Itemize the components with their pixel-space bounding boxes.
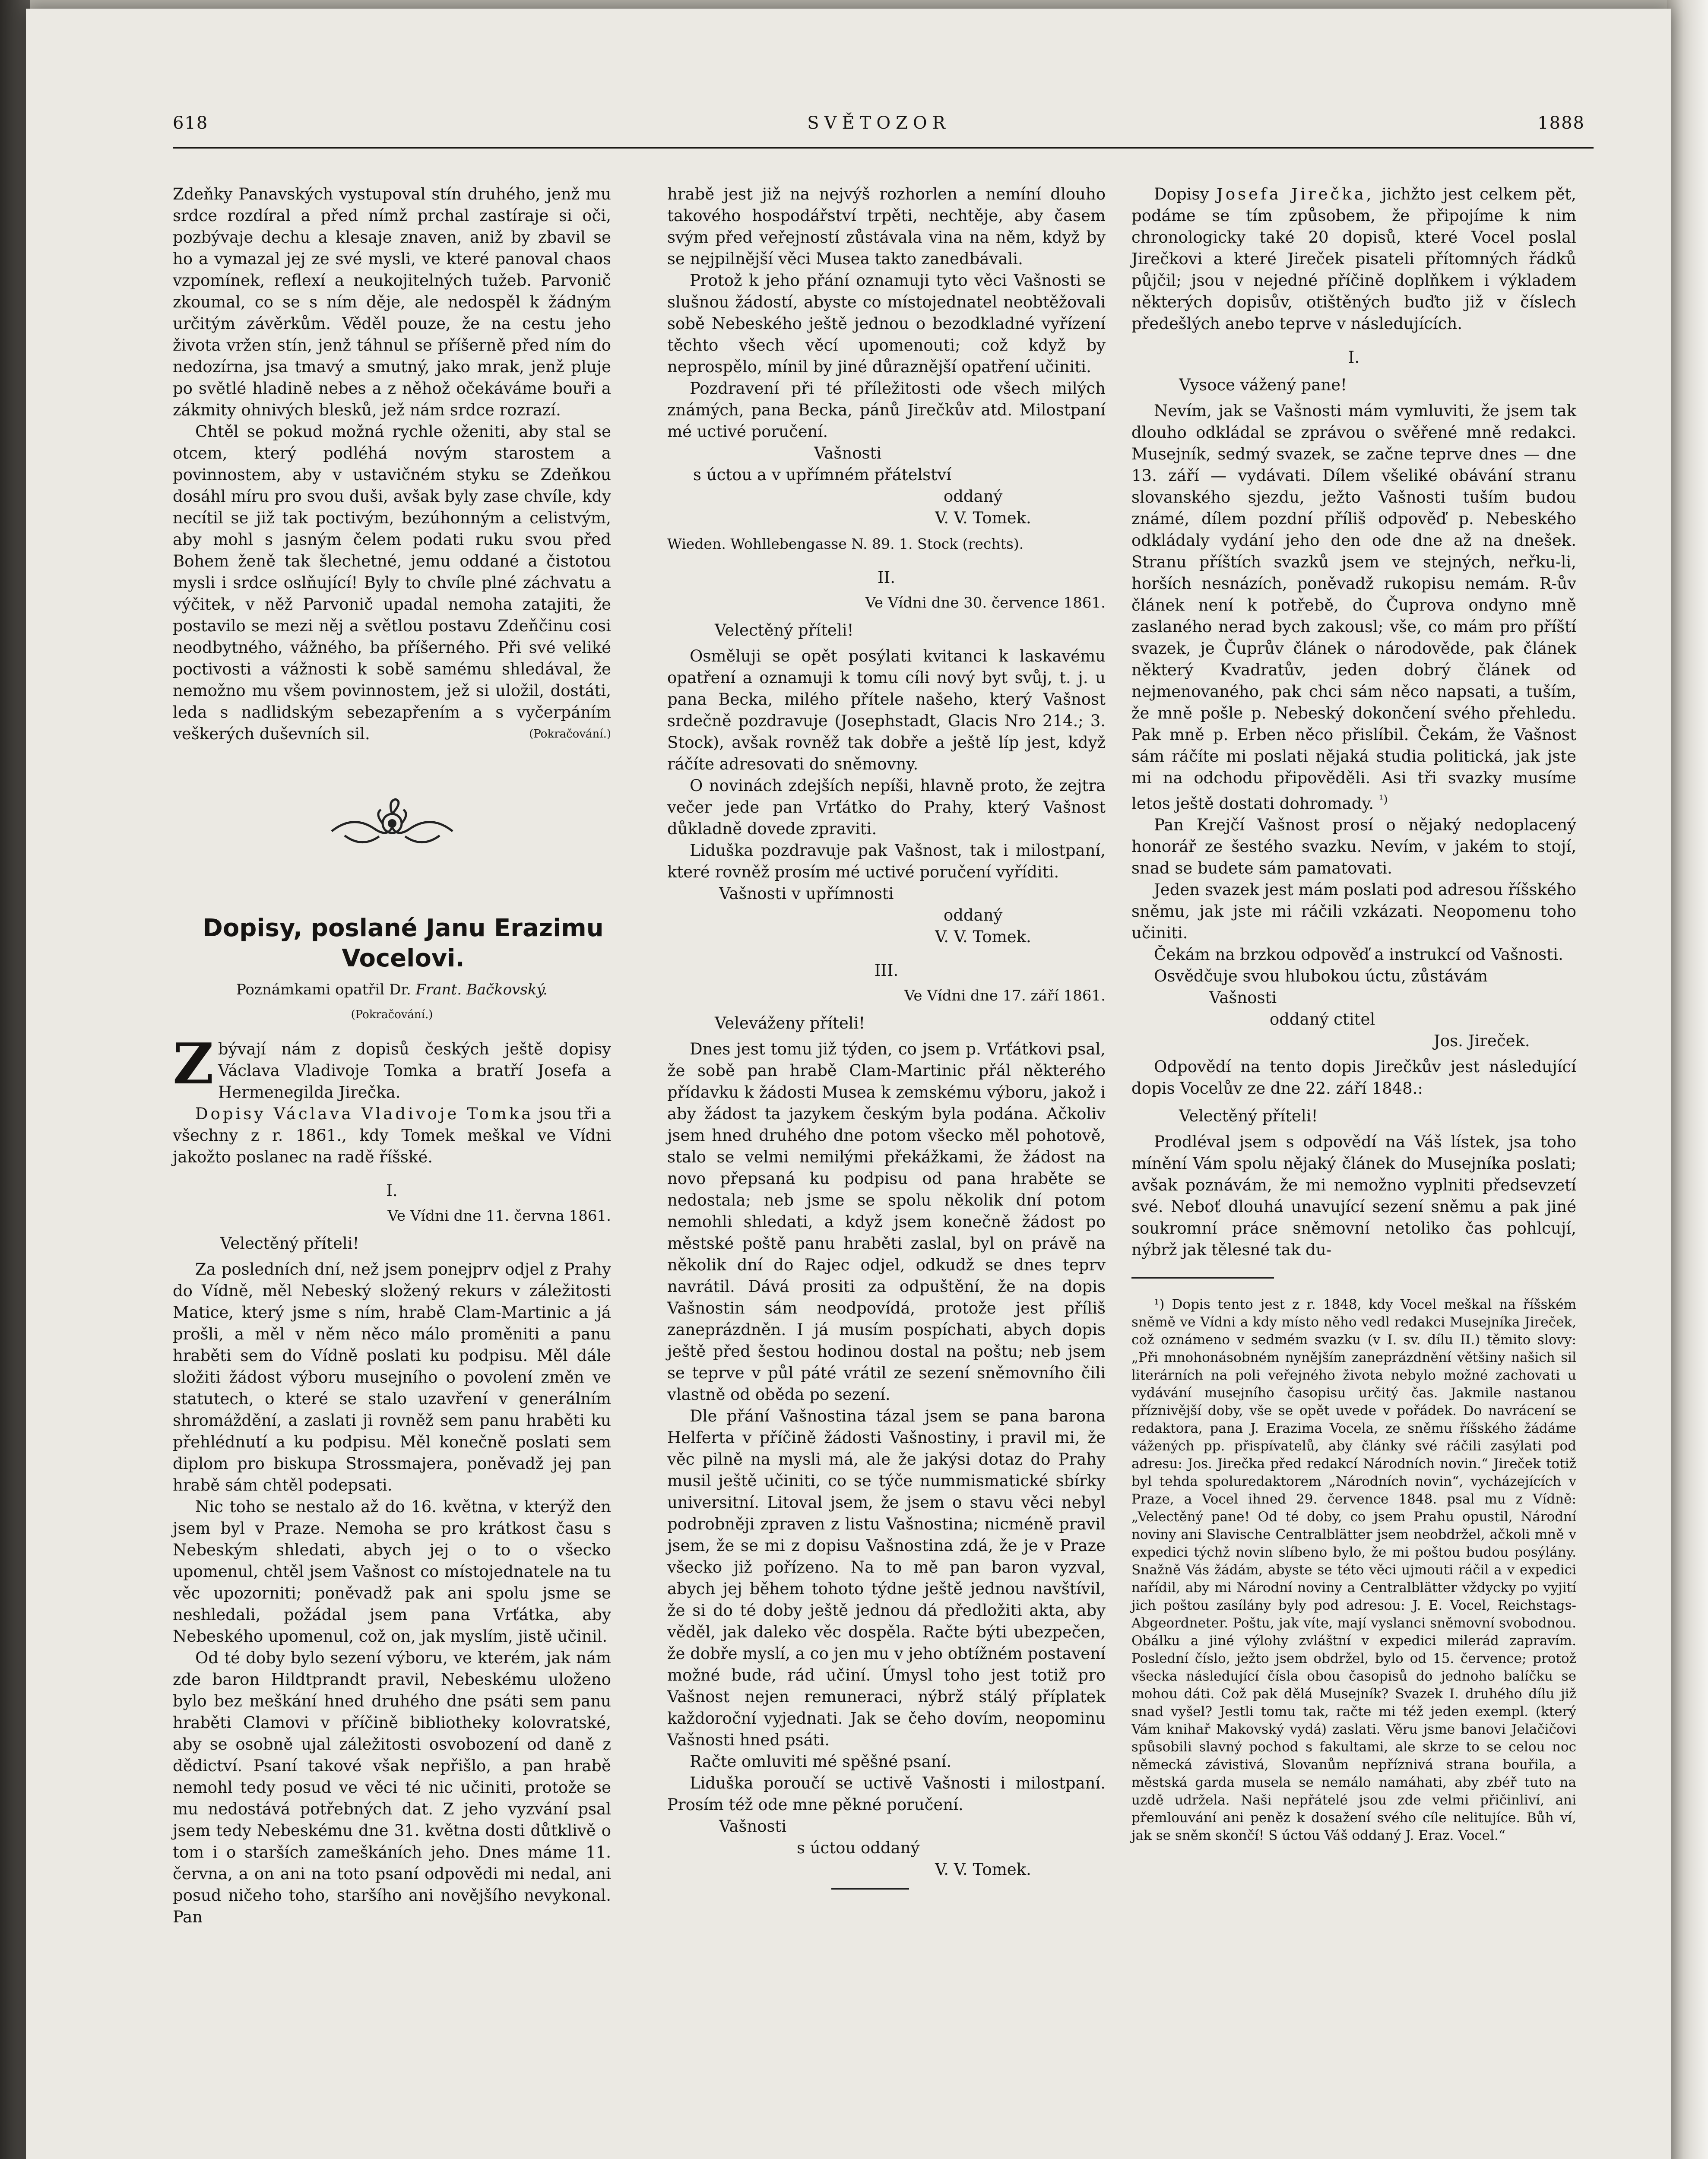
signature-line: Vašnosti [1209,988,1277,1007]
emphasized-name: Dopisy Václava Vladivoje Tomka [195,1105,534,1123]
paragraph [173,421,611,745]
signature-name: V. V. Tomek. [935,1860,1031,1879]
paragraph: Jeden svazek jest mám poslati pod adresou říšského sněmu, jak jste mi ráčili vzkázati. Neopomenu toho učiniti. [1131,880,1576,943]
paragraph: Osvědčuje svou hlubokou úctu, zůstávám [1154,967,1488,986]
article-title: Dopisy, poslané Janu Erazimu [203,914,604,942]
paragraph: Nic toho se nestalo až do 16. května, v kterýž den jsem byl v Praze. Nemoha se pro krátkost času s Nebeským shledati, abych jej o to o všecko upomenul, chtěl jsem Vašnost co místojednatele na tu věc upozorniti; poněvadž pak ani spolu jsme se neshledali, požádal jsem pana Vrťátka, aby Nebeského upomenul, což on, jak myslím, jistě učinil. [173,1497,611,1646]
end-rule [831,1888,909,1890]
header-rule [173,147,1594,149]
address-line: Wieden. Wohllebengasse N. 89. 1. Stock (rechts). [667,535,1024,552]
footnote-rule [1131,1277,1274,1279]
continued-tag: (Pokračování.) [529,728,611,741]
paragraph: Osměluji se opět posýlati kvitanci k laskavému opatření a oznamuji k tomu cíli nový byt svůj, t. j. u pana Becka, milého přítele našeho, který Vašnost srdečně pozdravuje (Josephstadt, Glacis Nro 214.; 3. Stock), avšak rovněž tak dobře a ještě líp jest, když ráčíte adresovati do sněmovny. [667,647,1106,773]
letter-number: I. [386,1181,398,1200]
paragraph-text: Nevím, jak se Vašnosti mám vymluviti, že jsem tak dlouho odkládal se zprávou o svěřené mně redakci. Musejník, sedmý svazek, se začne teprve dnes — dne 13. září — vydávati. Dílem všeliké obávání stranu slovanského sjezdu, ježto Vašnosti tuším budou známé, dílem pozdní příliš odpověď p. Nebeského odkládaly vydání jeho den ode dne až na dnešek. Stranu příštích svazků jsem ve stejných, neřku-li, horších nesnázích, poněvadž rukopisu nemám. R-ův článek není k potřebě, do Čuprova ondyno mně zaslaného nerad bych zakousl; vše, co mám pro příští svazek, je Čuprův článek o národověde, pak článek některý Kvadratův, jeden dobrý článek od nejmenovaného, pak chci sám něco napsati, a tuším, že mně pošle p. Nebeský dokončení svého přehledu. Pak mně p. Erben něco přislíbil. Čekám, že Vašnost sám ráčíte mi poslati nějaká studia politická, jak jste mi na odchodu připověděli. Asi tři svazky musíme letos ještě dostati dohromady. [1131,402,1576,813]
paragraph-text: Chtěl se pokud možná rychle oženiti, aby stal se otcem, který podléhá novým starostem a povinnostem, aby v ustavičném styku se Zdeňkou dosáhl míru pro svou duši, avšak byly zase chvíle, kdy necítil se již tak poctivým, bezúhonným a celistvým, aby mohl s jasným čelem podati ruku svou před Bohem ženě tak šlechetné, jemu oddané a čistotou mysli i srdce oslňující! Byly to chvíle plné záchvatu a výčitek, v něž Parvonič upadal nemoha zatajiti, že postavilo se mezi něj a světlou postavu Zdeňčinu cosi neodbytného, vážného, ba příšerného. Při své veliké poctivosti a vážnosti k sobě samému shledával, že nemožno mu všem povinnostem, jež si uložil, dostáti, leda s nadlidským sebezapřením a s vyčerpáním veškerých duševních sil. [173,422,611,743]
continued-tag: (Pokračování.) [351,1008,433,1021]
paragraph: Protož k jeho přání oznamuji tyto věci Vašnosti se slušnou žádostí, abyste co místojednatel neobtěžovali sobě Nebeského ještě jednou o bezodkladné vyřízení těchto všech věcí upomenouti; což když by neprospělo, mínil by jiné důraznější opatření učiniti. [667,271,1106,376]
running-header [173,113,1585,139]
letter-salutation: Velectěný příteli! [1179,1107,1318,1126]
footnote-mark: ¹) [1378,793,1388,806]
column-left [173,184,611,1928]
letter-dateline: Ve Vídni dne 11. června 1861. [387,1207,611,1225]
paragraph [1131,400,1576,814]
signature-line: s úctou oddaný [797,1839,920,1857]
signature-line: Vašnosti v upřímnosti [719,884,894,903]
signature-line: Vašnosti [719,1817,787,1836]
ornament-icon [327,797,457,853]
page-number: 618 [173,113,209,133]
letter-salutation: Vysoce vážený pane! [1179,376,1347,394]
letter-number: III. [874,961,899,980]
paragraph: Liduška pozdravuje pak Vašnost, tak i milostpaní, které rovněž prosím mé uctivé poručení vyříditi. [667,841,1106,881]
letter-salutation: Velectěný příteli! [715,621,854,639]
article-title: Vocelovi. [342,944,465,972]
paragraph: O novinách zdejších nepíši, hlavně proto, že zejtra večer jede pan Vrťátko do Prahy, který Vašnost důkladně dovede zpraviti. [667,776,1106,838]
letter-dateline: Ve Vídni dne 30. července 1861. [865,594,1106,611]
paragraph: Zdeňky Panavských vystupoval stín druhého, jenž mu srdce rozdíral a před nímž prchal zastíraje si oči, pozbývaje dechu a klesaje znaven, aniž by zbavil se ho a vymazal jej ze své mysli, ve které panoval chaos vzpomínek, reflexí a neukojitelných tužeb. Parvonič zkoumal, co se s ním děje, ale nedospěl k žádným určitým závěrkům. Věděl pouze, že na cestu jeho života vržen stín, jenž táhnul se příšerně před ním do nedozírna, jsa tmavý a smutný, jako mrak, jenž pluje po světlé hladině nebes a z něhož očekáváme bouři a zákmity ohnivých blesků, jež nám srdce rozrazí. [173,185,611,419]
paragraph: Čekám na brzkou odpověď a instrukcí od Vašnosti. [1154,945,1563,964]
signature-line: s úctou a v upřímném přátelství [693,465,951,484]
paragraph: Za posledních dní, než jsem ponejprv odjel z Prahy do Vídně, měl Nebeský složený rekurs v záležitosti Matice, který jsme s ním, hrabě Clam-Martinic a já prošli, a měl v něm něco málo proměniti a panu hraběti sem do Vídně poslati ku podpisu. Měl dále složiti žádost výboru musejního o povolení změn ve statutech, o které se stalo uzavření v generálním shromáždění, a zaslati ji rovněž sem panu hraběti ku přehlédnutí a ku podpisu. Měl konečně poslati sem diplom pro biskupa Strossmajera, poněvadž jej pan hrabě sám chtěl podepsati. [173,1260,611,1494]
paragraph: Dnes jest tomu již týden, co jsem p. Vrťátkovi psal, že sobě pan hrabě Clam-Martinic přál některého přídavku k žádosti Musea k zemskému výboru, jakož i aby žádost ta jazykem českým byla podána. Ačkoliv jsem hned druhého dne potom všecko měl pohotově, stalo se velmi nemilými překážkami, že žádost na novo přepsaná ku podpisu od pana hraběte se nedostala; neb jsme se spolu několik dní potom nemohli shledati, a když jsem konečně žádost po městské poště panu hraběti zaslal, byl on právě na několik dní do Rajec odjel, odkudž se dnes teprv navrátil. Dává prositi za odpuštění, že na dopis Vašnostin sám neodpovídá, protože jest příliš zaneprázdněn. I já musím pospíchati, abych dopis ještě před šestou hodinou dostal na poštu; neb jsem se teprve v půl páté vrátil ze sezení sněmovního čili vlastně od oběda po sezení. [667,1040,1106,1404]
paragraph: hrabě jest již na nejvýš rozhorlen a nemíní dlouho takového hospodářství trpěti, nechtěje, aby časem svým před veřejností zůstávala vina na něm, když by se nejpilnější věci Musea takto zanedbávali. [667,185,1106,268]
paragraph: Pozdravení při té příležitosti ode všech milých známých, pana Becka, pánů Jirečkův atd. Milostpaní mé uctivé poručení. [667,379,1106,441]
journal-title: SVĚTOZOR [807,113,951,133]
paragraph: Pan Krejčí Vašnost prosí o nějaký nedoplacený honorář ze šestého svazku. Nevím, v jakém to stojí, snad se budete sám pamatovati. [1131,816,1576,878]
signature-line: oddaný [944,487,1003,506]
byline-author: Frant. Bačkovský. [415,981,548,998]
signature-line: oddaný ctitel [1270,1010,1375,1029]
byline [173,979,611,1000]
signature-name: V. V. Tomek. [935,928,1031,946]
paragraph: Liduška poroučí se uctivě Vašnosti i milostpaní. Prosím též ode mne pěkné poručení. [667,1774,1106,1814]
year: 1888 [1537,113,1585,133]
drop-cap: Z [173,1031,214,1097]
paragraph: Račte omluviti mé spěšné psaní. [690,1752,952,1771]
column-middle [667,184,1106,1890]
paragraph-text: bývají nám z dopisů českých ještě dopisy Václava Vladivoje Tomka a bratří Josefa a Hermenegilda Jirečka. [218,1040,611,1102]
letter-number: II. [878,568,895,587]
scan-edge [1667,0,1708,2159]
signature-line: Vašnosti [814,444,882,462]
signature-line: oddaný [944,906,1003,924]
paragraph: Prodléval jsem s odpovědí na Váš lístek, jsa toho mínění Vám spolu nějaký článek do Musejníka poslati; avšak poznávám, že mi nemožno vyplniti předsevzetí své. Neboť dlouhá unavující sezení sněmu a pak jiné soukromní práce sněmovní netoliko čas pohlcují, nýbrž jak tělesné tak du- [1131,1133,1576,1260]
column-right [1131,184,1576,1845]
paragraph: Od té doby bylo sezení výboru, ve kterém, jak nám zde baron Hildtprandt pravil, Nebeskému uloženo bylo bez meškání hned druhého dne psáti sem panu hraběti Clamovi v příčině bibliotheky kolovratské, aby se osobně ujal záležitosti osvobození od daně z dědictví. Psaní takové však nepřišlo, a pan hrabě nemohl tedy posud ve věci té nic učiniti, protože se mu nedostává potřebných dat. Z jeho vyzvání psal jsem tedy Nebeskému dne 31. května dosti důtklivě o tom i o starších zameškáních jeho. Dnes máme 11. června, a on ani na toto psaní odpovědi mi nedal, ani posud ničeho toho, staršího ani novějšího nevykonal. Pan [173,1649,611,1926]
signature-name: V. V. Tomek. [935,509,1031,527]
letter-dateline: Ve Vídni dne 17. září 1861. [904,987,1106,1004]
footnote-text: ¹) Dopis tento jest z r. 1848, kdy Vocel meškal na říšském sněmě ve Vídni a kdy místo něho vedl redakci Musejníka Jireček, což oznámeno v sedmém svazku (v I. sv. dílu II.) těmito slovy: „Při mnohonásobném nynějším zaneprázdnění většiny našich sil literárních na poli veřejného života nebylo možné zachovati u vydávání musejního časopisu určitý čas. Jakmile nastanou příznivější doby, vše se opět uvede v pořádek. Do navrácení se redaktora, pana J. Erazima Vocela, ze sněmu říšského žádáme vážených pp. přispívatelů, aby články své ráčili zasýlati pod adresu: Jos. Jirečka před redakcí Národních novin.“ Jireček totiž byl tehda spoluredaktorem „Národních novin“, vycházejících v Praze, a Vocel ihned 29. července 1848. psal mu z Vídně: „Velectěný pane! Od té doby, co jsem Prahu opustil, Národní noviny ani Slavische Centralblätter jsem neobdržel, ačkoli mně v expedici týchž novin slíbeno bylo, že mi poštou budou posýlány. Snažně Vás žádám, abyste se této věci ujmouti ráčil a v expedici nařídil, aby mi Národní noviny a Centralblätter vždycky po vyjití jich poštou zasílány byly pod adresou: J. E. Vocel, Reichstags-Abgeordneter. Poštu, jak víte, mají vyslanci sněmovní svobodnou. Obálku a jiné výlohy zvláštní v expedici milerád zapravím. Poslední číslo, ježto jsem obdržel, bylo od 15. července; protož všecka následující čísla obou časopisů do jednoho balíčku se mohou dáti. Což pak dělá Musejník? Svazek I. druhého dílu již snad vyšel? Jestli tomu tak, račte mi též jeden exempl. (který Vám knihař Makovský vydá) zaslati. Věru jsme banovi Jelačičovi spůsobili slavný pochod s fakultami, ale skrze to se celou noc německá závistivá, Slovanům nepříznivá strana bouřila, a městská garda musela se nemálo namáhati, aby zbéř tuto na uzdě udržela. Naši nepřátelé jsou zde velmi přičinliví, ani přemlouvání ani peněz k dosažení svého cíle nelitujíce. Bůh ví, jak se sněm skončí! S úctou Váš oddaný J. Eraz. Vocel.“ [1131,1297,1576,1844]
paragraph-text: jsou tři a všechny z r. 1861., kdy Tomek meškal ve Vídni jakožto poslanec na radě říšské. [173,1105,612,1166]
letter-salutation: Velectěný příteli! [220,1234,359,1253]
paragraph-text: jichžto jest celkem pět, podáme se tím způsobem, že připojíme k nim chronologicky také 20 dopisů, které Vocel poslal Jirečkovi a které Jireček pisateli přítomných řádků půjčil; jsou v nejedné příčině doplňkem i výkladem některých dopisův, otištěných buďto již v číslech předešlých anebo teprve v následujících. [1131,185,1576,333]
paragraph: Odpovědí na tento dopis Jirečkův jest následující dopis Vocelův ze dne 22. září 1848.: [1131,1057,1576,1098]
paragraph [1131,184,1576,335]
paragraph [173,1031,611,1103]
byline-prefix: Poznámkami opatřil Dr. [236,981,411,998]
emphasized-name: Josefa Jirečka, [1217,185,1374,203]
letter-number: I. [1348,348,1360,367]
paragraph: Dle přání Vašnostina tázal jsem se pana barona Helferta v příčině žádosti Vašnostiny, i pravil mi, že věc pilně na mysli má, ale že jakýsi dotaz do Prahy musil ještě učiniti, co se týče nummismatické sbírky universitní. Litoval jsem, že jsem o stavu věci nebyl podrobněji zpraven z listu Vašnostina; nicméně pravil jsem, že se mi z dopisu Vašnostina zdá, že je v Praze všecko již pořízeno. Na to mě pan baron vyzval, abych jej během tohoto týdne ještě jednou navštívil, že si do té doby ještě jednou dá předložiti akta, aby věděl, jak daleko věc dospěla. Račte býti ubezpečen, že dobře myslí, a co jen mu v jeho obtížném postavení možné bude, rád učiní. Úmysl toho jest totiž pro Vašnost nejen remuneraci, nýbrž stálý příplatek každoroční vyjednati. Jak se čeho dovím, neopominu Vašnosti hned psáti. [667,1407,1106,1749]
signature-name: Jos. Jireček. [1434,1032,1530,1051]
footnote [1131,1296,1576,1845]
paragraph [173,1103,611,1168]
letter-salutation: Veleváženy příteli! [715,1014,865,1032]
paragraph-text: Dopisy [1154,185,1209,203]
